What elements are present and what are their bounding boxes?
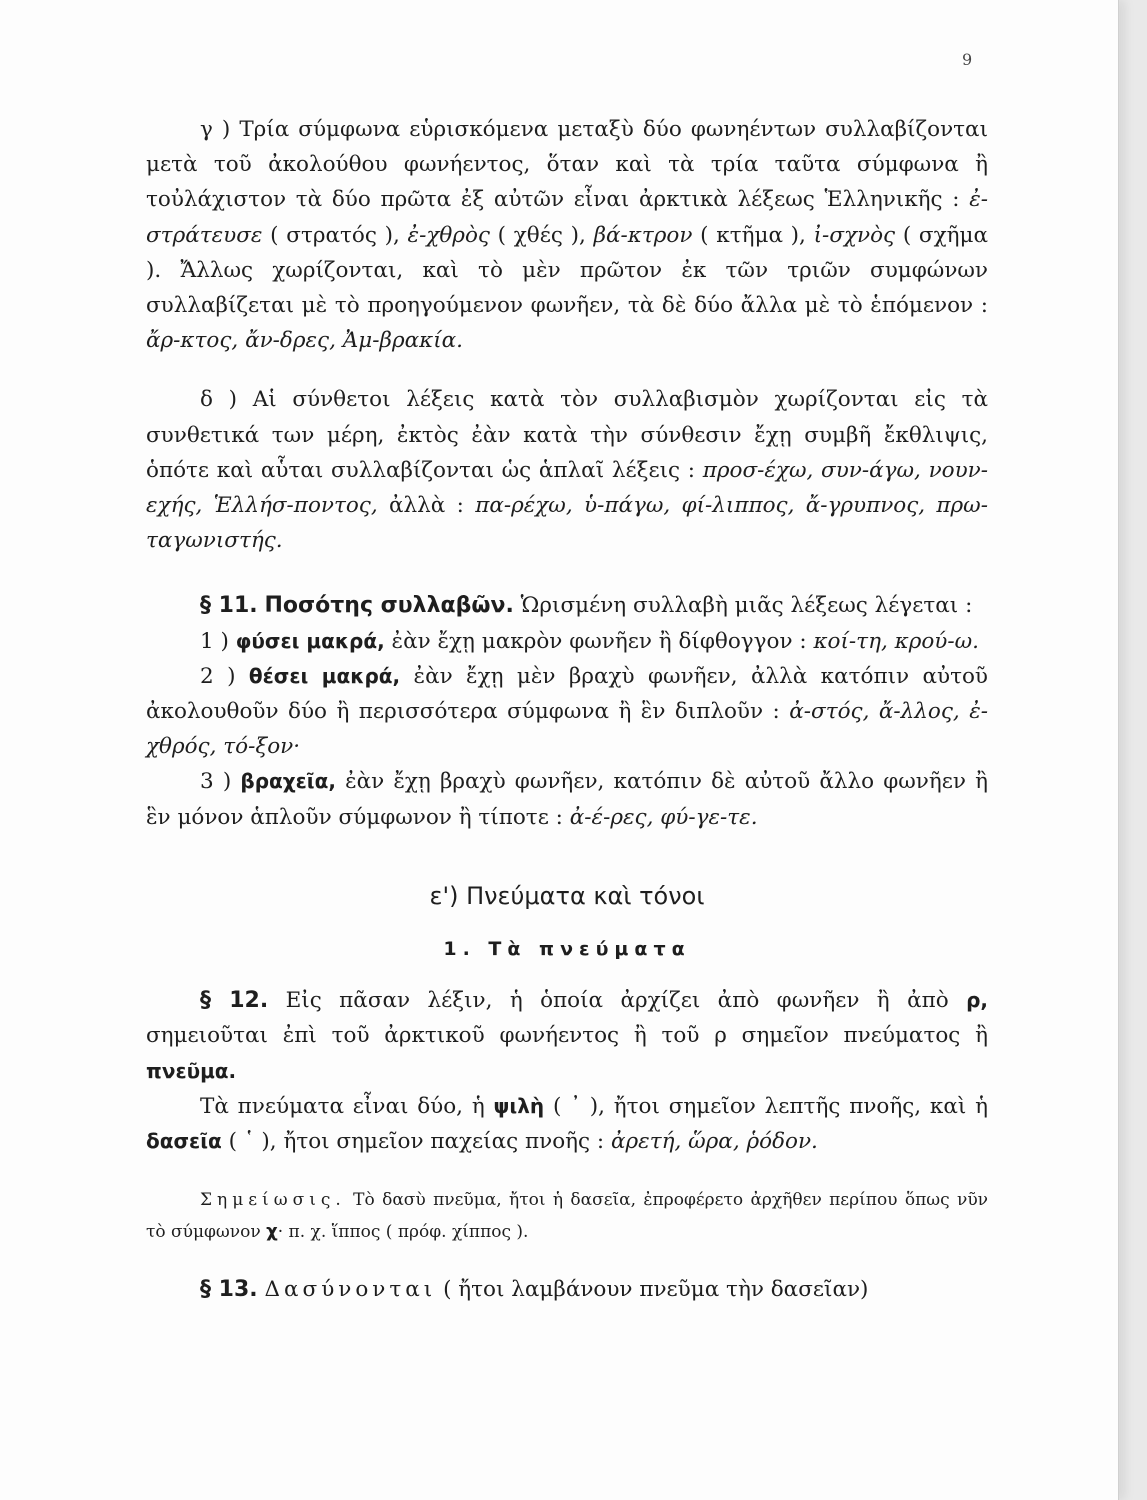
section-number: § 11. bbox=[200, 593, 258, 619]
chapter-title: ε') Πνεύματα καὶ τόνοι bbox=[429, 881, 705, 910]
list-item: 3 ) βραχεῖα, ἐὰν ἔχῃ βραχὺ φωνῆεν, κατόπιν δὲ αὐτοῦ ἄλλο φωνῆεν ἢ ἓν μόνον ἁπλοῦν σύμφωνον ἢ τίποτε : ἀ-έ-ρες, φύ-γε-τε. bbox=[146, 769, 988, 830]
section-number: § 13. bbox=[200, 1277, 258, 1303]
term: φύσει μακρά, bbox=[235, 628, 385, 653]
section-11: § 11. Ποσότης συλλαβῶν. Ὡρισμένη συλλαβὴ μιᾶς λέξεως λέγεται : bbox=[200, 593, 973, 619]
subheading: 1. Τὰ πνεύματα bbox=[443, 938, 691, 961]
section-12: § 12. Εἰς πᾶσαν λέξιν, ἡ ὁποία ἀρχίζει ἀπὸ φωνῆεν ἢ ἀπὸ ρ, σημειοῦται ἐπὶ τοῦ ἀρκτικοῦ φωνήεντος ἢ τοῦ ρ σημεῖον πνεύματος ἢ πνεῦμα. bbox=[146, 988, 989, 1083]
paragraph-delta: δ ) Αἱ σύνθετοι λέξεις κατὰ τὸν συλλαβισμὸν χωρίζονται εἰς τὰ συνθετικά των μέρη, ἐκτὸς ἐὰν κατὰ τὴν σύνθεσιν ἔχῃ συμβῆ ἔκθλιψις, ὁπότε καὶ αὗται συλλαβίζονται ὡς ἁπλαῖ λέξεις : προσ-έχω, συν-άγω, νουν-εχής, Ἑλλήσ-ποντος, ἀλλὰ : πα-ρέχω, ὑ-πάγω, φί-λιππος, ἄ-γρυπνος, πρω-ταγωνιστής. bbox=[146, 387, 988, 554]
term: δασεῖα bbox=[146, 1129, 222, 1154]
section-12-paragraph: Τὰ πνεύματα εἶναι δύο, ἡ ψιλὴ ( ᾿ ), ἤτοι σημεῖον λεπτῆς πνοῆς, καὶ ἡ δασεῖα ( ῾ ), ἤτοι σημεῖον παχείας πνοῆς : ἀρετή, ὥρα, ῥόδον. bbox=[146, 1093, 988, 1155]
note: Σημείωσις. Τὸ δασὺ πνεῦμα, ἤτοι ἡ δασεῖα, ἐπροφέρετο ἀρχῆθεν περίπου ὅπως νῦν τὸ σύμφωνον χ· π. χ. ἵππος ( πρόφ. χίππος ). bbox=[146, 1190, 989, 1243]
term: ψιλὴ bbox=[493, 1093, 545, 1118]
list-item: 1 ) φύσει μακρά, ἐὰν ἔχῃ μακρὸν φωνῆεν ἢ δίφθογγον : κοί-τη, κρού-ω. bbox=[200, 628, 980, 654]
list-item: 2 ) θέσει μακρά, ἐὰν ἔχῃ μὲν βραχὺ φωνῆεν, ἀλλὰ κατόπιν αὐτοῦ ἀκολουθοῦν δύο ἢ περισσότερα σύμφωνα ἢ ἓν διπλοῦν : ἀ-στός, ἄ-λλος, ἐ-χθρός, τό-ξον· bbox=[146, 663, 989, 760]
page-body bbox=[146, 112, 988, 1307]
section-13: § 13. Δασύνονται ( ἤτοι λαμβάνουν πνεῦμα τὴν δασεῖαν) bbox=[200, 1277, 869, 1303]
paragraph-gamma: γ ) Τρία σύμφωνα εὑρισκόμενα μεταξὺ δύο φωνηέντων συλλαβίζονται μετὰ τοῦ ἀκολούθου φωνήεντος, ὅταν καὶ τὰ τρία ταῦτα σύμφωνα ἢ τοὐλάχιστον τὰ δύο πρῶτα ἐξ αὐτῶν εἶναι ἀρκτικὰ λέξεως Ἑλληνικῆς : ἐ-στράτευσε ( στρατός ), ἐ-χθρὸς ( χθές ), βά-κτρον ( κτῆμα ), ἰ-σχνὸς ( σχῆμα ). Ἄλλως χωρίζονται, καὶ τὸ μὲν πρῶτον ἐκ τῶν τριῶν συμφώνων συλλαβίζεται μὲ τὸ προηγούμενον φωνῆεν, τὰ δὲ δύο ἄλλα μὲ τὸ ἑπόμενον : ἄρ-κτος, ἄν-δρες, Ἀμ-βρακία. bbox=[146, 117, 988, 354]
note-label: Σημείωσις. bbox=[200, 1190, 346, 1211]
term: πνεῦμα. bbox=[146, 1058, 237, 1083]
section-number: § 12. bbox=[200, 988, 269, 1014]
page-number: 9 bbox=[962, 50, 973, 69]
term: βραχεῖα, bbox=[240, 769, 336, 794]
term: θέσει μακρά, bbox=[248, 663, 401, 688]
section-title: Ποσότης συλλαβῶν. bbox=[264, 593, 514, 619]
